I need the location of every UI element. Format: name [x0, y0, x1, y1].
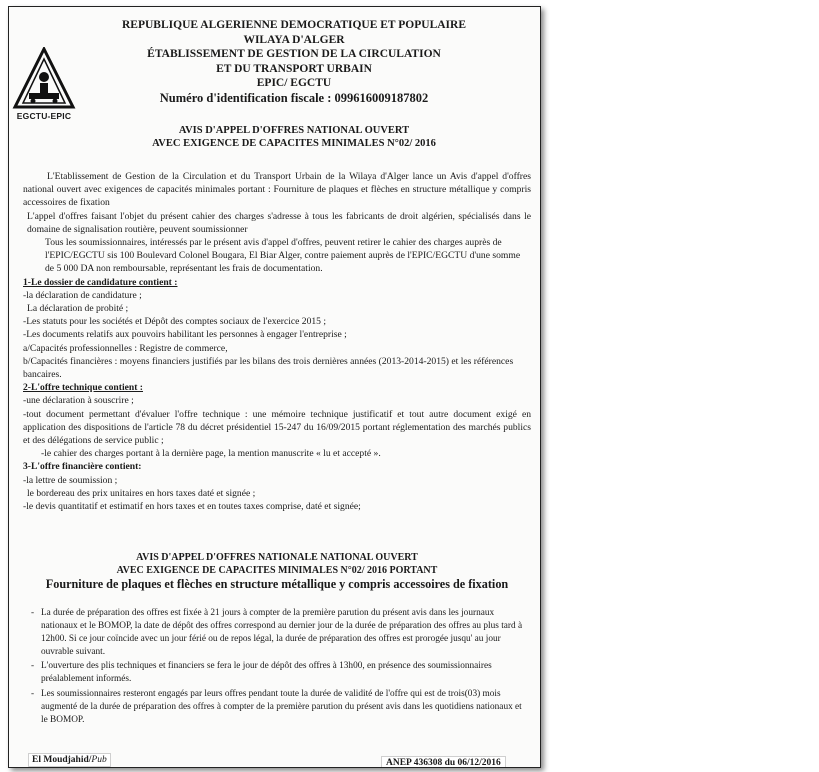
- conditions-list: [29, 607, 525, 728]
- second-title-line3: Fourniture de plaques et flèches en structure métallique y compris accessoires de fixation: [45, 577, 509, 591]
- list-item: b/Capacités financières : moyens financiers justifiés par les bilans des trois dernières années (2013-2014-2015) et les références bancaires.: [23, 355, 514, 381]
- second-title-line2: AVEC EXIGENCE DE CAPACITES MINIMALES N°02/ 2016 PORTANT: [116, 564, 438, 576]
- list-item: - L'ouverture des plis techniques et financiers se fera le jour de dépôt des offres à 13h00, en présence des soumissionnaires préalablement informés.: [29, 660, 525, 686]
- list-item: -le cahier des charges portant à la dernière page, la mention manuscrite « lu et accepté ».: [41, 448, 381, 460]
- list-item: -tout document permettant d'évaluer l'offre technique : une mémoire technique justificatif et tout autre document exigé en application des dispositions de l'article 78 du décret présidentiel 15-247 du 16/09/2015 portant réglementation des marchés publics et des délégations de service public ;: [23, 408, 531, 447]
- section-heading: 2-L'offre technique contient :: [23, 382, 143, 394]
- list-item: -le devis quantitatif et estimatif en hors taxes et en toutes taxes comprise, daté et signée;: [23, 501, 361, 513]
- list-item: -une déclaration à souscrire ;: [23, 395, 134, 407]
- intro-paragraph: Tous les soumissionnaires, intéressés par le présent avis d'appel d'offres, peuvent retirer le cahier des charges auprès de l'EPIC/EGCTU sis 100 Boulevard Colonel Bougara, El Biar Alger, contre paiement auprès de l'EPIC/EGCTU d'une somme de 5 000 DA non remboursable, représentant les frais de documentation.: [45, 237, 521, 275]
- newspaper-credit: [28, 753, 111, 767]
- list-item: a/Capacités professionnelles : Registre de commerce,: [23, 342, 228, 354]
- intro-paragraph: L'Etablissement de Gestion de la Circulation et du Transport Urbain de la Wilaya d'Alger lance un Avis d'appel d'offres national ouvert avec exigences de capacités minimales portant : Fourniture de plaques et flèches en structure métallique y compris accessoires de fixation: [23, 171, 531, 209]
- newspaper-name: El Moudjahid/: [32, 755, 92, 765]
- header-line: EPIC/ EGCTU: [256, 77, 332, 90]
- fiscal-id: Numéro d'identification fiscale : 099616009187802: [159, 90, 429, 105]
- header-line: ÉTABLISSEMENT DE GESTION DE LA CIRCULATION: [147, 48, 441, 61]
- triangle-emblem-icon: [11, 47, 77, 111]
- notice-title-line1: AVIS D'APPEL D'OFFRES NATIONAL OUVERT: [178, 125, 410, 136]
- list-item: -la lettre de soumission ;: [23, 474, 118, 486]
- notice-sheet: [8, 6, 541, 768]
- header-line: REPUBLIQUE ALGERIENNE DEMOCRATIQUE ET POPULAIRE: [122, 19, 466, 31]
- list-item: - La durée de préparation des offres est fixée à 21 jours à compter de la première parution du présent avis dans les journaux nationaux et le BOMOP, la date de dépôt des offres correspond au dernier jour de la durée de préparation des offres au plus tard à 12h00. Si ce jour coïncide avec un jour férié ou de repos légal, la durée de préparation des offres est prorogée jusqu' au jour ouvrable suivant.: [29, 607, 525, 659]
- notice-body: [23, 170, 531, 513]
- header: [69, 18, 519, 106]
- egctu-logo: [11, 47, 77, 127]
- list-item: -Les statuts pour les sociétés et Dépôt des comptes sociaux de l'exercice 2015 ;: [23, 316, 327, 328]
- header-line: ET DU TRANSPORT URBAIN: [216, 62, 372, 75]
- list-item: - Les soumissionnaires resteront engagés par leurs offres pendant toute la durée de validité de l'offre qui est de trois(03) mois augmenté de la durée de préparation des offres à compter de la première parution du présent avis dans les quotidiens nationaux et le BOMOP.: [29, 688, 525, 727]
- notice-title-line2: AVEC EXIGENCE DE CAPACITES MINIMALES N°02/ 2016: [152, 138, 436, 149]
- pub-label: Pub: [91, 755, 107, 765]
- list-item: le bordereau des prix unitaires en hors taxes daté et signée ;: [27, 487, 256, 499]
- header-line: WILAYA D'ALGER: [243, 33, 345, 46]
- list-item: La déclaration de probité ;: [27, 303, 129, 315]
- second-title-line1: AVIS D'APPEL D'OFFRES NATIONALE NATIONAL OUVERT: [136, 552, 418, 563]
- list-item: -Les documents relatifs aux pouvoirs habilitant les personnes à engager l'entreprise ;: [23, 329, 347, 341]
- section-heading: 3-L'offre financière contient:: [23, 461, 142, 473]
- notice-title: [69, 124, 519, 150]
- section-heading: 1-Le dossier de candidature contient :: [23, 276, 178, 288]
- second-title: [27, 552, 527, 592]
- list-item: -la déclaration de candidature ;: [23, 289, 142, 301]
- logo-label: EGCTU-EPIC: [16, 111, 72, 121]
- intro-paragraph: L'appel d'offres faisant l'objet du présent cahier des charges s'adresse à tous les fabricants de droit algérien, spécialisés dans le domaine de signalisation routière, peuvent soumissionner: [27, 210, 531, 235]
- anep-reference: ANEP 436308 du 06/12/2016: [381, 756, 506, 768]
